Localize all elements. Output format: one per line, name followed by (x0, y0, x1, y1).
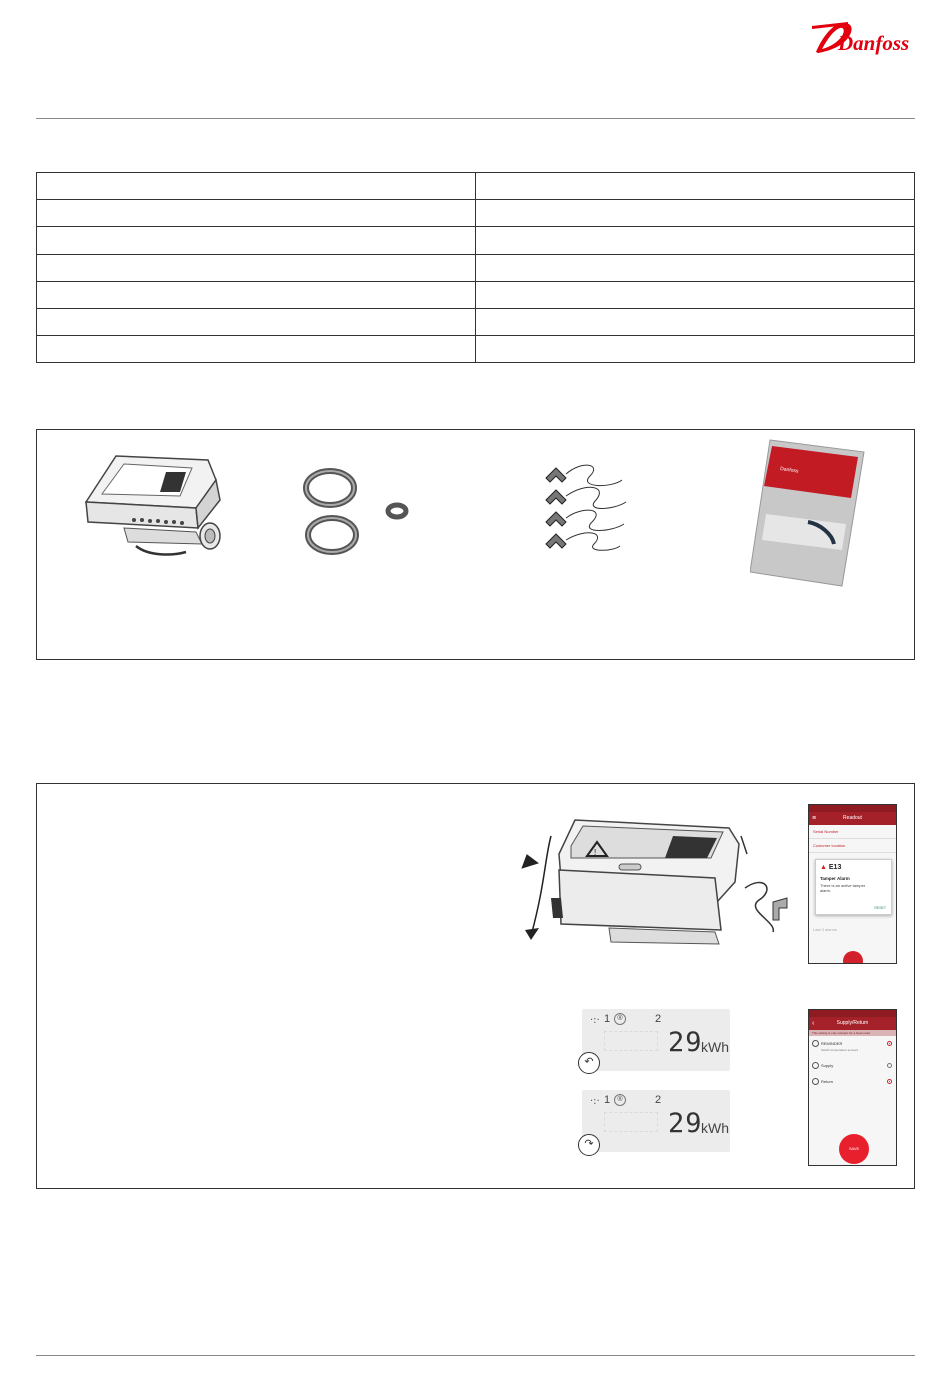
action-fab[interactable] (843, 951, 863, 964)
lcd-ghost-segments (604, 1031, 658, 1051)
footer-rule (36, 1355, 915, 1356)
tamper-alarm-phone (808, 804, 897, 964)
spec-table-cell (476, 227, 915, 254)
svg-text:!: ! (594, 848, 597, 857)
menu-item-serial[interactable]: Serial Number (809, 825, 896, 839)
seal-wires-icon (542, 460, 632, 552)
menu-icon[interactable]: ≡ (812, 815, 817, 822)
spec-table-row (37, 336, 915, 363)
lcd-badge: ® (614, 1094, 626, 1106)
spec-table-cell (476, 308, 915, 335)
last-alarms-item[interactable]: Last 3 alarms (813, 927, 838, 932)
header-rule (36, 118, 915, 119)
lcd-digit-2: 2 (655, 1013, 662, 1025)
warning-icon: ▲ (820, 864, 827, 871)
danfoss-logo (808, 18, 918, 62)
spec-table-cell (476, 173, 915, 200)
lcd-indicator: ·:· (590, 1015, 600, 1026)
option-supply[interactable]: Supply (809, 1058, 896, 1074)
supply-arrow-icon[interactable]: ↶ (578, 1052, 600, 1074)
supply-return-phone (808, 1009, 897, 1166)
lcd-display-return (582, 1090, 730, 1152)
lcd-value: 29 (668, 1108, 703, 1139)
supply-icon (812, 1062, 819, 1069)
spec-table-row (37, 308, 915, 335)
error-title: Tamper Alarm (820, 876, 850, 881)
spec-table-cell (37, 336, 476, 363)
reset-button[interactable]: RESET (874, 906, 886, 910)
spec-table-cell (476, 200, 915, 227)
spec-table (36, 172, 915, 363)
radio-return[interactable] (887, 1079, 892, 1084)
error-message: There is an active tamper alarm. (820, 883, 866, 893)
lcd-digit-1: 1 (604, 1094, 611, 1106)
reminder-title: REMINDER (821, 1041, 843, 1046)
spec-table-row (37, 254, 915, 281)
back-arrow-icon[interactable]: ‹ (812, 1020, 815, 1027)
meter-lid-open-icon (515, 814, 793, 954)
spec-table-cell (37, 200, 476, 227)
info-icon (812, 1040, 819, 1047)
spec-table-row (37, 281, 915, 308)
phone-status-bar (809, 805, 896, 812)
spec-table-cell (37, 281, 476, 308)
spec-table-cell (476, 336, 915, 363)
gasket-rings-icon (302, 466, 414, 556)
lcd-badge: ® (614, 1013, 626, 1025)
phone-app-bar: ≡ Readout (809, 812, 896, 825)
save-button[interactable]: SAVE (839, 1134, 869, 1164)
reminder-subtitle: Switch temperature sensors (821, 1048, 859, 1052)
lcd-unit: kWh (701, 1120, 729, 1136)
spec-table-row (37, 200, 915, 227)
manual-booklet-icon (750, 438, 866, 588)
lcd-digit-1: 1 (604, 1013, 611, 1025)
spec-table-cell (476, 281, 915, 308)
lcd-display-supply (582, 1009, 730, 1071)
logo-wordmark: Danfoss (838, 31, 910, 55)
error-code: ▲ E13 (820, 864, 842, 871)
spec-table-row (37, 173, 915, 200)
spec-table-cell (37, 254, 476, 281)
info-banner: This setting is only relevant for a heat meter. (809, 1030, 896, 1036)
lcd-digit-2: 2 (655, 1094, 662, 1106)
spec-table-cell (476, 254, 915, 281)
tamper-alarm-dialog (815, 859, 892, 915)
phone-status-bar (809, 1010, 896, 1017)
spec-table-cell (37, 308, 476, 335)
energy-meter-icon (76, 452, 236, 564)
lcd-ghost-segments (604, 1112, 658, 1132)
return-arrow-icon[interactable]: ↷ (578, 1134, 600, 1156)
radio-supply[interactable] (887, 1063, 892, 1068)
phone-app-bar: ‹ Supply/Return (809, 1017, 896, 1030)
menu-item-location[interactable]: Customer location (809, 839, 896, 853)
spec-table-row (37, 227, 915, 254)
lcd-unit: kWh (701, 1039, 729, 1055)
reminder-row (809, 1036, 896, 1058)
svg-text:Danfoss: Danfoss (779, 466, 799, 475)
return-icon (812, 1078, 819, 1085)
spec-table-cell (37, 173, 476, 200)
reminder-status-icon (887, 1041, 892, 1046)
lcd-value: 29 (668, 1027, 703, 1058)
option-return[interactable]: Return (809, 1074, 896, 1090)
lcd-indicator: ·:· (590, 1096, 600, 1107)
spec-table-cell (37, 227, 476, 254)
